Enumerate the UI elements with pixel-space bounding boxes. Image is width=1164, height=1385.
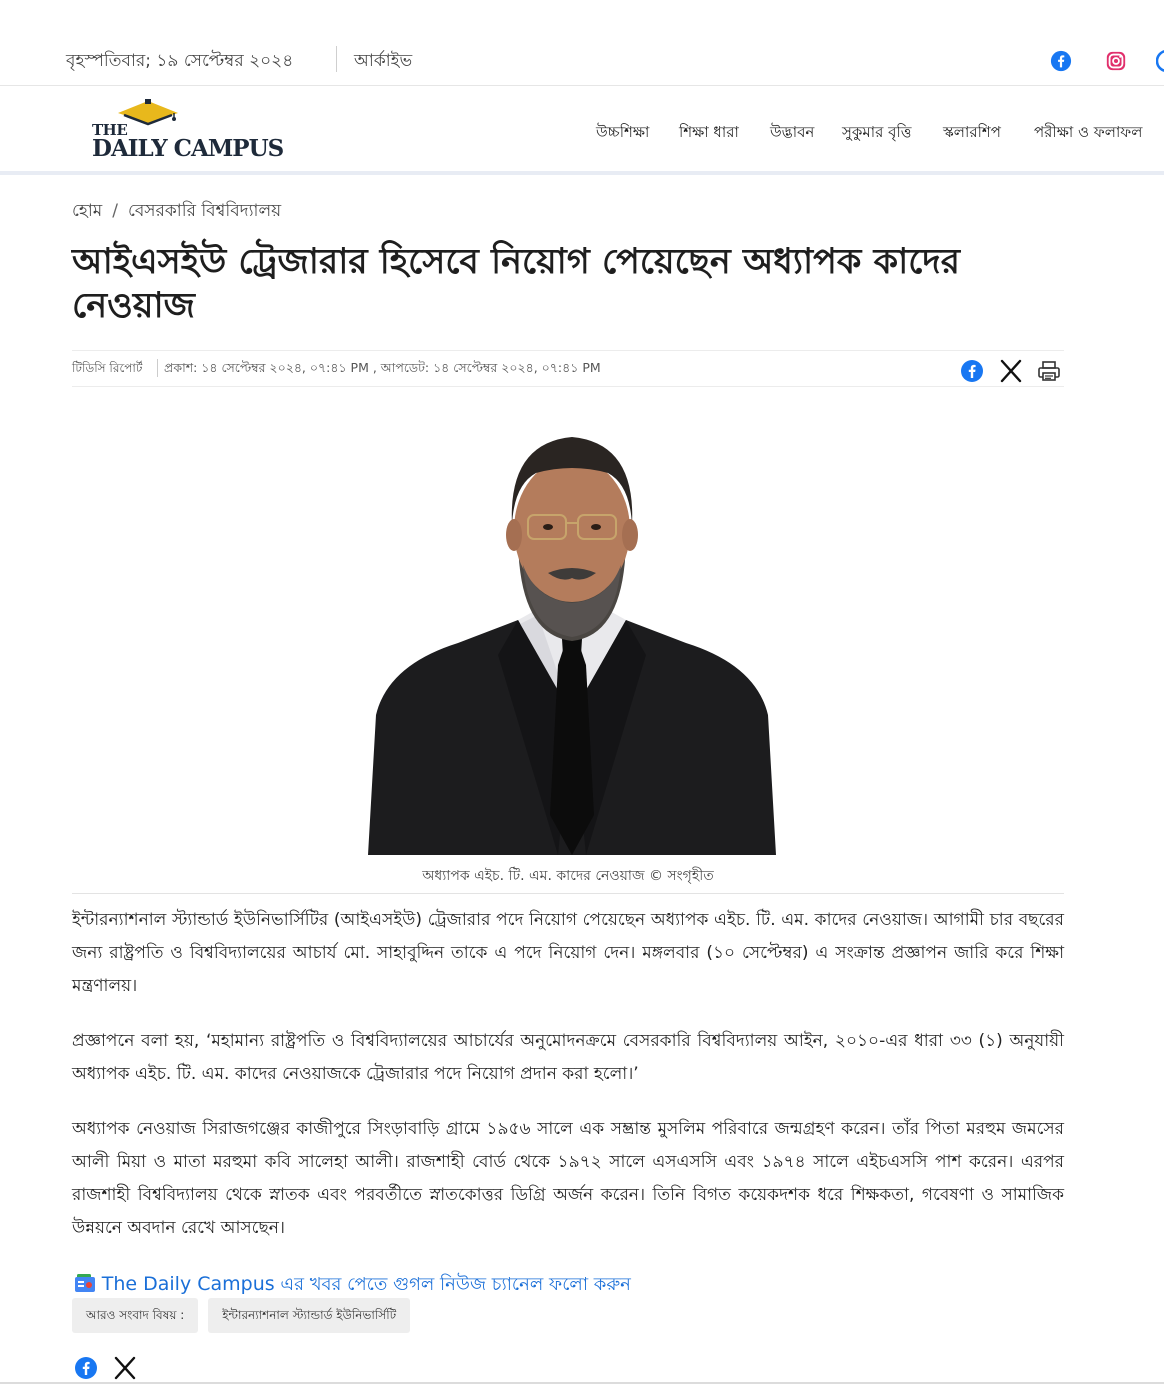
nav-education-stream[interactable]: শিক্ষা ধারা	[679, 123, 739, 141]
breadcrumb	[72, 198, 281, 226]
current-date: বৃহস্পতিবার; ১৯ সেপ্টেম্বর ২০২৪	[66, 51, 294, 71]
divider	[0, 1382, 1164, 1384]
google-news-link[interactable]	[74, 1270, 631, 1301]
article-paragraph: প্রজ্ঞাপনে বলা হয়, ‘মহামান্য রাষ্ট্রপতি ও বিশ্ববিদ্যালয়ের আচার্যের অনুমোদনক্রমে বেসরকারি বিশ্ববিদ্যালয় আইন, ২০১০-এর ধারা ৩৩ (১) অনুযায়ী অধ্যাপক এইচ. টি. এম. কাদের নেওয়াজকে ট্রেজারার পদে নিয়োগ প্রদান করা হলো।’	[72, 1031, 1064, 1084]
divider	[336, 46, 337, 72]
tags-label: আরও সংবাদ বিষয় :	[72, 1298, 198, 1333]
nav-fine-arts[interactable]: সুকুমার বৃত্তি	[842, 123, 912, 141]
nav-innovation[interactable]: উদ্ভাবন	[770, 123, 815, 141]
facebook-icon[interactable]	[1050, 50, 1072, 76]
article-paragraph: ইন্টারন্যাশনাল স্ট্যান্ডার্ড ইউনিভার্সিটির (আইএসইউ) ট্রেজারার পদে নিয়োগ পেয়েছেন অধ্যাপক এইচ. টি. এম. কাদের নেওয়াজ। আগামী চার বছরের জন্য রাষ্ট্রপতি ও বিশ্ববিদ্যালয়ের আচার্য মো. সাহাবুদ্দিন তাকে এ পদে নিয়োগ দেন। মঙ্গলবার (১০ সেপ্টেম্বর) এ সংক্রান্ত প্রজ্ঞাপন জারি করে শিক্ষা মন্ত্রণালয়।	[72, 910, 1064, 996]
article-title: আইএসইউ ট্রেজারার হিসেবে নিয়োগ পেয়েছেন অধ্যাপক কাদের নেওয়াজ	[72, 242, 960, 326]
publish-info: প্রকাশ: ১৪ সেপ্টেম্বর ২০২৪, ০৭:৪১ PM , আপডেট: ১৪ সেপ্টেম্বর ২০২৪, ০৭:৪১ PM	[164, 360, 601, 375]
photo-caption: অধ্যাপক এইচ. টি. এম. কাদের নেওয়াজ © সংগৃহীত	[422, 868, 714, 884]
nav-higher-education[interactable]: উচ্চশিক্ষা	[596, 123, 650, 141]
google-news-brand: The Daily Campus	[101, 1273, 275, 1295]
top-bar	[0, 0, 1164, 86]
share-facebook-icon[interactable]	[74, 1356, 98, 1384]
nav-exam-results[interactable]: পরীক্ষা ও ফলাফল	[1034, 123, 1143, 141]
tag-item[interactable]: ইন্টারন্যাশনাল স্ট্যান্ডার্ড ইউনিভার্সিটি	[208, 1298, 410, 1333]
share-facebook-icon[interactable]	[960, 359, 984, 387]
related-tags	[72, 1298, 420, 1333]
google-news-icon	[74, 1273, 96, 1293]
breadcrumb-separator: /	[112, 201, 118, 221]
breadcrumb-category[interactable]: বেসরকারি বিশ্ববিদ্যালয়	[127, 201, 282, 221]
logo-name: DAILY CAMPUS	[92, 135, 284, 162]
article-meta	[72, 350, 1064, 387]
nav-scholarship[interactable]: স্কলারশিপ	[943, 123, 1001, 141]
article-paragraph: অধ্যাপক নেওয়াজ সিরাজগঞ্জের কাজীপুরে সিংড়াবাড়ি গ্রামে ১৯৫৬ সালে এক সম্ভ্রান্ত মুসলিম পরিবারে জন্মগ্রহণ করেন। তাঁর পিতা মরহুম জমসের আলী মিয়া ও মাতা মরহুমা কবি সালেহা আলী। রাজশাহী বোর্ড থেকে ১৯৭২ সালে এসএসসি এবং ১৯৭৪ সালে এইচএসসি পাশ করেন। এরপর রাজশাহী বিশ্ববিদ্যালয় থেকে স্নাতক এবং পরবর্তীতে স্নাতকোত্তর ডিগ্রি অর্জন করেন। তিনি বিগত কয়েকদশক ধরে শিক্ষকতা, গবেষণা ও সামাজিক উন্নয়নে অবদান রেখে আসছেন।	[72, 1119, 1064, 1238]
breadcrumb-home[interactable]: হোম	[72, 201, 103, 221]
divider	[72, 893, 1064, 894]
partial-icon[interactable]	[1156, 50, 1164, 76]
share-x-icon[interactable]	[1000, 359, 1022, 387]
main-navbar	[0, 87, 1164, 175]
archive-link[interactable]: আর্কাইভ	[354, 51, 413, 71]
instagram-icon[interactable]	[1105, 50, 1127, 76]
divider	[157, 359, 158, 377]
logo-the: THE	[92, 121, 128, 139]
site-logo[interactable]	[92, 97, 284, 163]
article-photo	[368, 415, 776, 855]
google-news-text: এর খবর পেতে গুগল নিউজ চ্যানেল ফলো করুন	[274, 1274, 631, 1295]
print-icon[interactable]	[1037, 359, 1061, 387]
article-author: টিডিসি রিপোর্ট	[72, 361, 143, 375]
share-x-icon[interactable]	[114, 1356, 136, 1384]
